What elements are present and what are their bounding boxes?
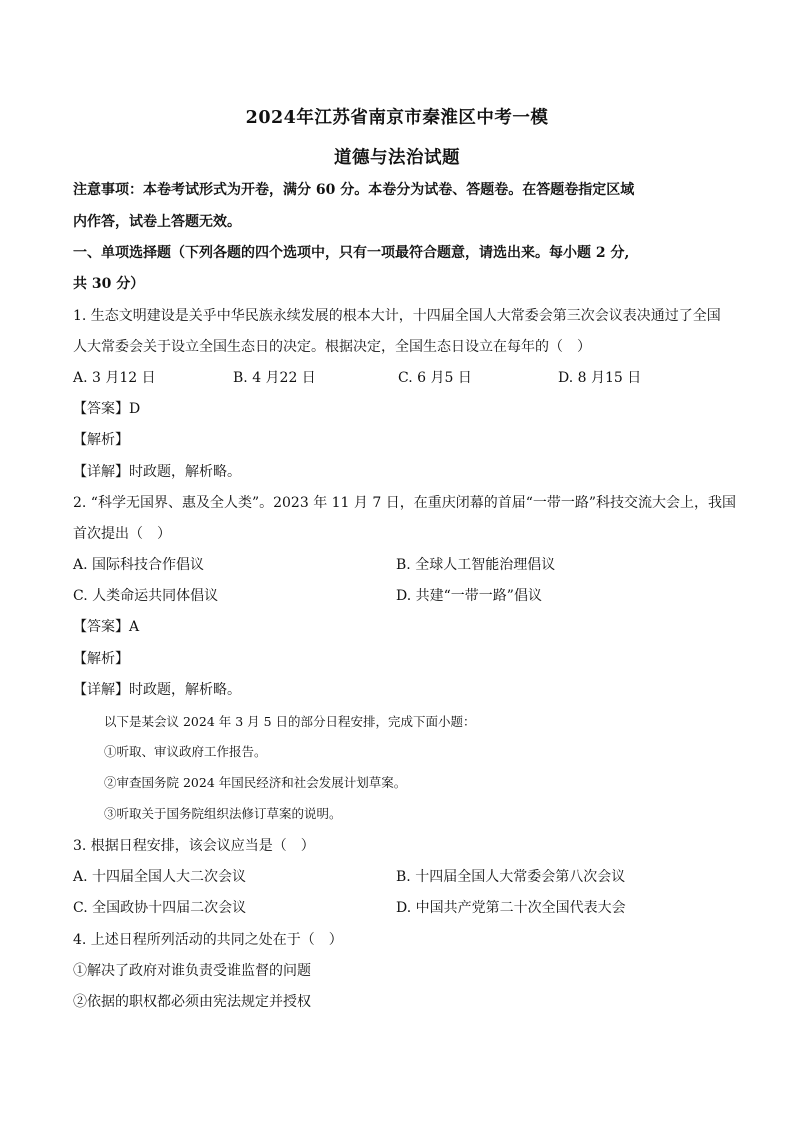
q4-item-1: ①解决了政府对谁负责受谁监督的问题 [73, 963, 311, 979]
q2-option-b: B. 全球人工智能治理倡议 [396, 557, 556, 573]
q2-option-d: D. 共建“一带一路”倡议 [396, 588, 542, 604]
notice-line-2: 内作答，试卷上答题无效。 [73, 214, 241, 230]
q2-stem-line-1: 2. “科学无国界、惠及全人类”。2023 年 11 月 7 日，在重庆闭幕的首届“一带一路”科技交流大会上，我国 [73, 495, 737, 511]
q2-analysis: 【解析】 [73, 651, 129, 667]
q1-detail: 【详解】时政题，解析略。 [73, 464, 241, 480]
section-heading-line-2: 共 30 分） [73, 276, 145, 292]
q3-option-b: B. 十四届全国人大常委会第八次会议 [396, 869, 626, 885]
q1-option-a: A. 3 月12 日 [73, 370, 156, 386]
q1-stem-line-1: 1. 生态文明建设是关乎中华民族永续发展的根本大计，十四届全国人大常委会第三次会议表决通过了全国 [73, 308, 721, 324]
q3-stem: 3. 根据日程安排，该会议应当是（ ） [73, 838, 315, 854]
q1-option-b: B. 4 月22 日 [233, 370, 316, 386]
page-subtitle: 道德与法治试题 [334, 148, 460, 168]
q3-option-a: A. 十四届全国人大二次会议 [73, 869, 247, 885]
q1-option-d: D. 8 月15 日 [558, 370, 642, 386]
material-item-3: ③听取关于国务院组织法修订草案的说明。 [104, 806, 342, 821]
material-intro: 以下是某会议 2024 年 3 月 5 日的部分日程安排，完成下面小题： [104, 714, 476, 729]
q2-option-c: C. 人类命运共同体倡议 [73, 588, 219, 604]
q1-answer: 【答案】D [73, 401, 141, 417]
notice-line-1: 注意事项：本卷考试形式为开卷，满分 60 分。本卷分为试卷、答题卷。在答题卷指定区域 [73, 182, 635, 198]
q3-option-c: C. 全国政协十四届二次会议 [73, 900, 247, 916]
q1-stem-line-2: 人大常委会关于设立全国生态日的决定。根据决定，全国生态日设立在每年的（ ） [73, 339, 591, 355]
page-title: 2024年江苏省南京市秦淮区中考一模 [245, 108, 549, 128]
material-item-2: ②审查国务院 2024 年国民经济和社会发展计划草案。 [104, 775, 407, 790]
q4-item-2: ②依据的职权都必须由宪法规定并授权 [73, 994, 311, 1010]
section-heading-line-1: 一、单项选择题（下列各题的四个选项中，只有一项最符合题意，请选出来。每小题 2 分, [73, 245, 630, 261]
q2-answer: 【答案】A [73, 619, 140, 635]
q1-option-c: C. 6 月5 日 [398, 370, 472, 386]
q2-detail: 【详解】时政题，解析略。 [73, 682, 241, 698]
q2-option-a: A. 国际科技合作倡议 [73, 557, 205, 573]
q1-analysis: 【解析】 [73, 432, 129, 448]
material-item-1: ①听取、审议政府工作报告。 [104, 744, 267, 759]
q3-option-d: D. 中国共产党第二十次全国代表大会 [396, 900, 626, 916]
q2-stem-line-2: 首次提出（ ） [73, 526, 171, 542]
q4-stem: 4. 上述日程所列活动的共同之处在于（ ） [73, 932, 343, 948]
